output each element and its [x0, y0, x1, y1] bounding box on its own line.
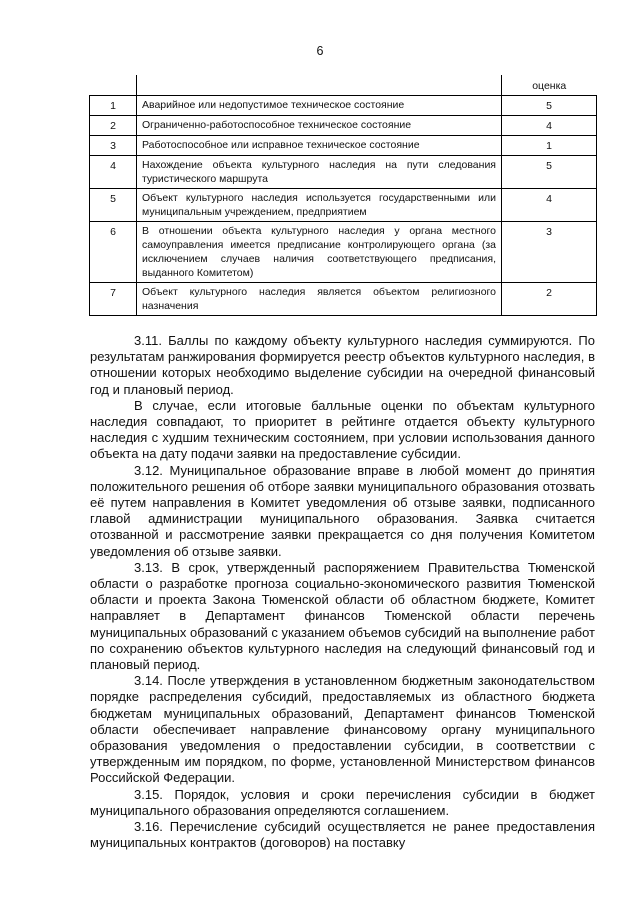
row-score: 4: [502, 116, 597, 136]
row-criterion: Работоспособное или исправное техническое состояние: [137, 136, 502, 156]
row-number: 4: [90, 156, 137, 189]
row-score: 3: [502, 222, 597, 283]
row-score: 5: [502, 96, 597, 116]
row-score: 5: [502, 156, 597, 189]
page-number: 6: [316, 44, 324, 58]
row-number: 1: [90, 96, 137, 116]
table-row: [90, 189, 597, 222]
score-column-header: оценка: [502, 75, 597, 96]
paragraph-3-12: 3.12. Муниципальное образование вправе в любой момент до принятия положительного решения об отборе заявки муниципального образования отозвать её путем направления в Комитет уведомления об отзыве заявки, подписанного главой администрации муниципального образования. Заявка считается отозванной и рассмотрение заявки прекращается со дня получения Комитетом уведомления об отзыве заявки.: [90, 462, 595, 559]
row-number: 2: [90, 116, 137, 136]
row-criterion: Ограниченно-работоспособное техническое состояние: [137, 116, 502, 136]
table-row: [90, 156, 597, 189]
paragraph-3-13: 3.13. В срок, утвержденный распоряжением Правительства Тюменской области о разработке прогноза социально-экономического развития Тюменской области и проекта Закона Тюменской области об областном бюджете, Комитет направляет в Департамент финансов Тюменской области перечень муниципальных образований с указанием объемов субсидий на выполнение работ по сохранению объектов культурного наследия на следующий финансовый год и плановый период.: [90, 559, 595, 673]
row-number: 6: [90, 222, 137, 283]
scoring-table: [89, 75, 597, 316]
row-criterion: Объект культурного наследия является объектом религиозного назначения: [137, 283, 502, 316]
paragraph-3-16: 3.16. Перечисление субсидий осуществляется не ранее предоставления муниципальных контрактов (договоров) на поставку: [90, 819, 595, 851]
row-number: 3: [90, 136, 137, 156]
table-row: [90, 96, 597, 116]
paragraph-3-11: 3.11. Баллы по каждому объекту культурного наследия суммируются. По результатам ранжирования формируется реестр объектов культурного наследия, в отношении которых необходимо выделение субсидии на очередной финансовый год и плановый период.: [90, 333, 595, 397]
row-score: 2: [502, 283, 597, 316]
row-score: 4: [502, 189, 597, 222]
row-number: 5: [90, 189, 137, 222]
paragraph-3-15: 3.15. Порядок, условия и сроки перечисления субсидии в бюджет муниципального образования определяются соглашением.: [90, 786, 595, 818]
table-row: [90, 222, 597, 283]
row-criterion: Аварийное или недопустимое техническое состояние: [137, 96, 502, 116]
table-header-row: [90, 75, 597, 96]
row-criterion: Нахождение объекта культурного наследия на пути следования туристического маршрута: [137, 156, 502, 189]
row-score: 1: [502, 136, 597, 156]
row-number: 7: [90, 283, 137, 316]
row-criterion: В отношении объекта культурного наследия у органа местного самоуправления имеется предписание контролирующего органа (за исключением случаев наличия соответствующего предписания, выданного Комитетом): [137, 222, 502, 283]
table-row: [90, 283, 597, 316]
body-text: [90, 333, 595, 852]
table-row: [90, 116, 597, 136]
table-row: [90, 136, 597, 156]
paragraph-equal-scores: В случае, если итоговые балльные оценки по объектам культурного наследия совпадают, то приоритет в рейтинге отдается объекту культурного наследия с худшим техническим состоянием, при условии использования данного объекта на дату подачи заявки на предоставление субсидии.: [90, 397, 595, 462]
paragraph-3-14: 3.14. После утверждения в установленном бюджетным законодательством порядке распределения субсидий, предоставляемых из областного бюджета бюджетам муниципальных образований, Департамент финансов Тюменской области обеспечивает направление финансовому органу муниципального образования уведомления о предоставлении субсидии, в соответствии с утвержденным им порядком, по форме, установленной Министерством финансов Российской Федерации.: [90, 673, 595, 786]
row-criterion: Объект культурного наследия используется государственными или муниципальным учреждением, предприятием: [137, 189, 502, 222]
